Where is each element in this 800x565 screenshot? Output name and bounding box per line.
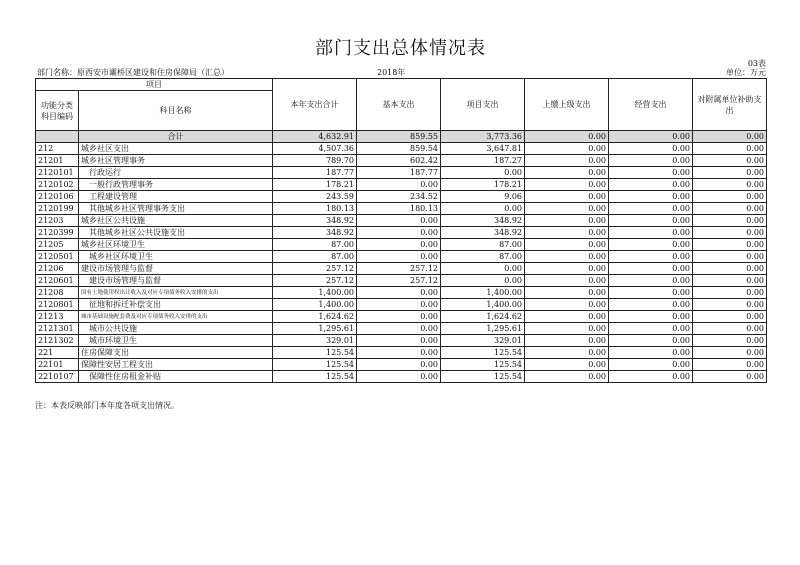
cell-code: 22101 [36, 359, 79, 371]
cell-upper: 0.00 [525, 227, 609, 239]
cell-name: 国有土地使用权出让收入及对应专项债务收入安排的支出 [79, 287, 273, 299]
cell-code: 21206 [36, 263, 79, 275]
cell-basic: 234.52 [357, 191, 441, 203]
cell-upper: 0.00 [525, 323, 609, 335]
cell-subsidy: 0.00 [693, 251, 767, 263]
cell-subsidy: 0.00 [693, 191, 767, 203]
cell-basic: 0.00 [357, 311, 441, 323]
cell-business: 0.00 [609, 347, 693, 359]
cell-upper: 0.00 [525, 203, 609, 215]
cell-code: 212 [36, 143, 79, 155]
cell-business: 0.00 [609, 191, 693, 203]
cell-upper: 0.00 [525, 359, 609, 371]
cell-code: 21203 [36, 215, 79, 227]
cell-business: 0.00 [609, 203, 693, 215]
table-row [36, 143, 767, 155]
table-body [36, 131, 767, 383]
cell-business: 0.00 [609, 275, 693, 287]
department-name: 部门名称：原西安市灞桥区建设和住房保障局（汇总） [37, 68, 229, 77]
cell-code: 21213 [36, 311, 79, 323]
cell-upper: 0.00 [525, 263, 609, 275]
table-row [36, 227, 767, 239]
cell-code: 2120501 [36, 251, 79, 263]
cell-proj: 178.21 [441, 179, 525, 191]
cell-basic: 0.00 [357, 215, 441, 227]
table-row [36, 347, 767, 359]
cell-proj: 1,400.00 [441, 287, 525, 299]
cell-upper: 0.00 [525, 215, 609, 227]
cell-name: 其他城乡社区管理事务支出 [79, 203, 273, 215]
cell-name: 行政运行 [79, 167, 273, 179]
cell-total: 187.77 [273, 167, 357, 179]
table-row [36, 167, 767, 179]
header-code: 功能分类科目编码 [36, 91, 79, 131]
cell-total: 125.54 [273, 359, 357, 371]
footnote: 注：本表反映部门本年度各项支出情况。 [35, 401, 179, 410]
cell-basic: 602.42 [357, 155, 441, 167]
cell-basic: 859.54 [357, 143, 441, 155]
cell-proj: 125.54 [441, 359, 525, 371]
cell-upper: 0.00 [525, 371, 609, 383]
table-row [36, 263, 767, 275]
table-row [36, 275, 767, 287]
cell-code: 2210107 [36, 371, 79, 383]
cell-subsidy: 0.00 [693, 143, 767, 155]
cell-code: 2120102 [36, 179, 79, 191]
cell-upper: 0.00 [525, 143, 609, 155]
cell-subsidy: 0.00 [693, 227, 767, 239]
cell-proj: 3,773.36 [441, 131, 525, 143]
cell-basic: 0.00 [357, 239, 441, 251]
cell-upper: 0.00 [525, 239, 609, 251]
cell-code: 21208 [36, 287, 79, 299]
cell-total: 180.13 [273, 203, 357, 215]
header-basic: 基本支出 [357, 79, 441, 131]
cell-name: 城乡社区环境卫生 [79, 251, 273, 263]
header-subsidy: 对附属单位补助支出 [693, 79, 767, 131]
table-row [36, 215, 767, 227]
table-row [36, 311, 767, 323]
cell-proj: 87.00 [441, 251, 525, 263]
cell-name: 保障性住房租金补贴 [79, 371, 273, 383]
cell-code: 2120601 [36, 275, 79, 287]
cell-code: 221 [36, 347, 79, 359]
cell-business: 0.00 [609, 335, 693, 347]
cell-total: 1,295.61 [273, 323, 357, 335]
cell-total: 348.92 [273, 215, 357, 227]
cell-basic: 257.12 [357, 275, 441, 287]
cell-name: 其他城乡社区公共设施支出 [79, 227, 273, 239]
cell-subsidy: 0.00 [693, 155, 767, 167]
cell-name: 征地和拆迁补偿支出 [79, 299, 273, 311]
cell-subsidy: 0.00 [693, 371, 767, 383]
cell-total: 789.70 [273, 155, 357, 167]
cell-name: 住房保障支出 [79, 347, 273, 359]
cell-total: 87.00 [273, 251, 357, 263]
cell-total: 4,632.91 [273, 131, 357, 143]
cell-total: 1,400.00 [273, 287, 357, 299]
header-total: 本年支出合计 [273, 79, 357, 131]
cell-basic: 257.12 [357, 263, 441, 275]
cell-business: 0.00 [609, 251, 693, 263]
cell-business: 0.00 [609, 323, 693, 335]
cell-basic: 0.00 [357, 371, 441, 383]
cell-proj: 125.54 [441, 347, 525, 359]
cell-name: 一般行政管理事务 [79, 179, 273, 191]
cell-proj: 187.27 [441, 155, 525, 167]
cell-business: 0.00 [609, 287, 693, 299]
cell-code: 2120101 [36, 167, 79, 179]
cell-code: 2121302 [36, 335, 79, 347]
cell-proj: 0.00 [441, 275, 525, 287]
cell-upper: 0.00 [525, 167, 609, 179]
cell-proj: 1,624.62 [441, 311, 525, 323]
header-business: 经营支出 [609, 79, 693, 131]
cell-business: 0.00 [609, 299, 693, 311]
table-row [36, 191, 767, 203]
cell-upper: 0.00 [525, 299, 609, 311]
cell-proj: 125.54 [441, 371, 525, 383]
cell-name: 城乡社区支出 [79, 143, 273, 155]
cell-upper: 0.00 [525, 179, 609, 191]
cell-total: 125.54 [273, 347, 357, 359]
cell-business: 0.00 [609, 311, 693, 323]
cell-subsidy: 0.00 [693, 179, 767, 191]
table-row [36, 323, 767, 335]
cell-business: 0.00 [609, 215, 693, 227]
cell-basic: 0.00 [357, 359, 441, 371]
cell-upper: 0.00 [525, 287, 609, 299]
cell-upper: 0.00 [525, 251, 609, 263]
table-row [36, 155, 767, 167]
cell-total: 257.12 [273, 275, 357, 287]
cell-name: 合计 [79, 131, 273, 143]
cell-basic: 0.00 [357, 323, 441, 335]
cell-business: 0.00 [609, 227, 693, 239]
report-meta [35, 67, 766, 78]
cell-code: 21201 [36, 155, 79, 167]
table-row [36, 179, 767, 191]
cell-total: 87.00 [273, 239, 357, 251]
cell-business: 0.00 [609, 155, 693, 167]
cell-code: 2120399 [36, 227, 79, 239]
header-project-expense: 项目支出 [441, 79, 525, 131]
cell-business: 0.00 [609, 143, 693, 155]
cell-basic: 0.00 [357, 347, 441, 359]
cell-total: 243.59 [273, 191, 357, 203]
cell-proj: 348.92 [441, 215, 525, 227]
cell-code: 2120801 [36, 299, 79, 311]
cell-name: 工程建设管理 [79, 191, 273, 203]
cell-code: 2121301 [36, 323, 79, 335]
cell-total: 178.21 [273, 179, 357, 191]
cell-name: 城市环境卫生 [79, 335, 273, 347]
cell-name: 建设市场管理与监督 [79, 275, 273, 287]
cell-name: 保障性安居工程支出 [79, 359, 273, 371]
cell-total: 125.54 [273, 371, 357, 383]
cell-business: 0.00 [609, 167, 693, 179]
cell-name: 城乡社区公共设施 [79, 215, 273, 227]
cell-subsidy: 0.00 [693, 359, 767, 371]
table-row [36, 335, 767, 347]
cell-proj: 87.00 [441, 239, 525, 251]
cell-subsidy: 0.00 [693, 203, 767, 215]
cell-total: 348.92 [273, 227, 357, 239]
table-number: 03表 [747, 59, 766, 68]
cell-subsidy: 0.00 [693, 215, 767, 227]
cell-subsidy: 0.00 [693, 131, 767, 143]
cell-subsidy: 0.00 [693, 167, 767, 179]
table-row [36, 287, 767, 299]
cell-name: 城市公共设施 [79, 323, 273, 335]
header-project: 项目 [36, 79, 273, 91]
cell-total: 4,507.36 [273, 143, 357, 155]
cell-basic: 0.00 [357, 227, 441, 239]
unit-label: 单位：万元 [726, 68, 766, 77]
cell-total: 329.01 [273, 335, 357, 347]
cell-business: 0.00 [609, 239, 693, 251]
cell-basic: 0.00 [357, 335, 441, 347]
cell-proj: 0.00 [441, 263, 525, 275]
cell-upper: 0.00 [525, 155, 609, 167]
header-row-1 [36, 79, 767, 91]
cell-business: 0.00 [609, 179, 693, 191]
cell-subsidy: 0.00 [693, 335, 767, 347]
report-title: 部门支出总体情况表 [315, 38, 486, 59]
cell-upper: 0.00 [525, 131, 609, 143]
cell-proj: 1,400.00 [441, 299, 525, 311]
cell-code: 2120106 [36, 191, 79, 203]
cell-basic: 859.55 [357, 131, 441, 143]
cell-basic: 0.00 [357, 287, 441, 299]
expenditure-table [35, 78, 767, 383]
cell-total: 1,400.00 [273, 299, 357, 311]
cell-business: 0.00 [609, 371, 693, 383]
cell-business: 0.00 [609, 131, 693, 143]
cell-name: 城市基础设施配套费及对应专项债务收入安排的支出 [79, 311, 273, 323]
table-row [36, 299, 767, 311]
table-row [36, 371, 767, 383]
cell-proj: 329.01 [441, 335, 525, 347]
cell-subsidy: 0.00 [693, 287, 767, 299]
cell-business: 0.00 [609, 263, 693, 275]
cell-total: 1,624.62 [273, 311, 357, 323]
total-row [36, 131, 767, 143]
cell-basic: 0.00 [357, 299, 441, 311]
table-row [36, 239, 767, 251]
cell-business: 0.00 [609, 359, 693, 371]
header-name: 科目名称 [79, 91, 273, 131]
cell-total: 257.12 [273, 263, 357, 275]
cell-subsidy: 0.00 [693, 275, 767, 287]
cell-code [36, 131, 79, 143]
report-year: 2018年 [377, 68, 406, 77]
cell-basic: 180.13 [357, 203, 441, 215]
cell-subsidy: 0.00 [693, 263, 767, 275]
cell-subsidy: 0.00 [693, 311, 767, 323]
table-row [36, 251, 767, 263]
cell-proj: 0.00 [441, 203, 525, 215]
cell-code: 2120199 [36, 203, 79, 215]
cell-upper: 0.00 [525, 191, 609, 203]
table-row [36, 359, 767, 371]
cell-code: 21205 [36, 239, 79, 251]
cell-proj: 1,295.61 [441, 323, 525, 335]
cell-subsidy: 0.00 [693, 347, 767, 359]
cell-proj: 9.06 [441, 191, 525, 203]
cell-basic: 187.77 [357, 167, 441, 179]
cell-upper: 0.00 [525, 335, 609, 347]
cell-name: 城乡社区环境卫生 [79, 239, 273, 251]
table-row [36, 203, 767, 215]
header-upper: 上缴上级支出 [525, 79, 609, 131]
cell-name: 建设市场管理与监督 [79, 263, 273, 275]
cell-proj: 0.00 [441, 167, 525, 179]
cell-basic: 0.00 [357, 179, 441, 191]
cell-upper: 0.00 [525, 347, 609, 359]
cell-subsidy: 0.00 [693, 323, 767, 335]
cell-upper: 0.00 [525, 275, 609, 287]
cell-subsidy: 0.00 [693, 299, 767, 311]
cell-basic: 0.00 [357, 251, 441, 263]
cell-proj: 3,647.81 [441, 143, 525, 155]
cell-proj: 348.92 [441, 227, 525, 239]
cell-subsidy: 0.00 [693, 239, 767, 251]
cell-upper: 0.00 [525, 311, 609, 323]
cell-name: 城乡社区管理事务 [79, 155, 273, 167]
